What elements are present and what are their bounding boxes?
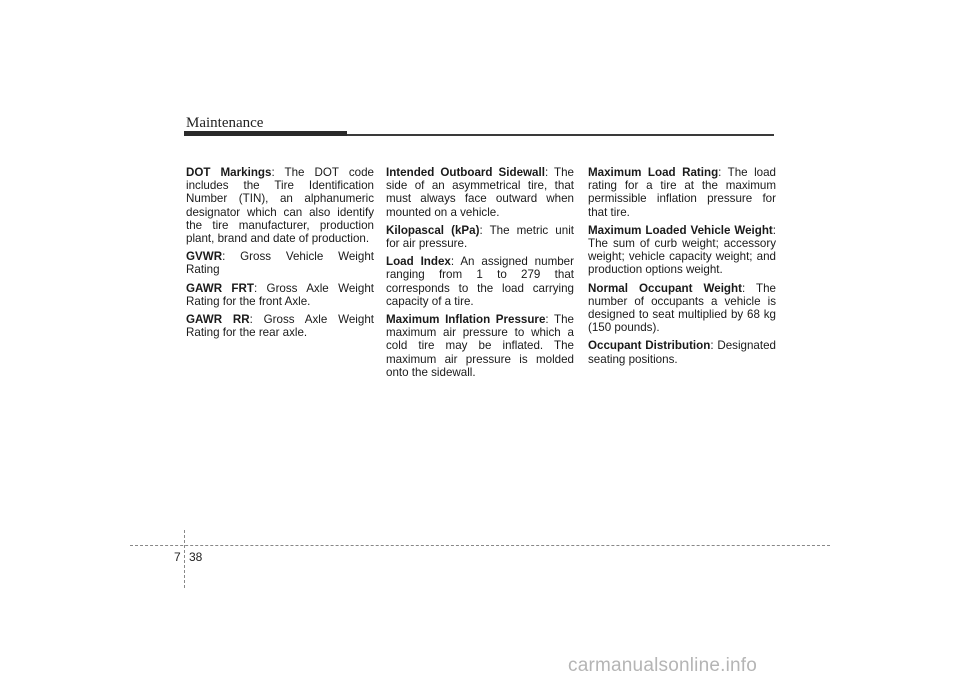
definition-text: : The load rating for a tire at the maximum permissible inflation pressure for that tire. bbox=[588, 166, 776, 219]
definition-kilopascal bbox=[386, 224, 574, 250]
term: Load Index bbox=[386, 255, 451, 269]
term: Kilopascal (kPa) bbox=[386, 223, 480, 237]
term: GAWR RR bbox=[186, 313, 250, 327]
column-2 bbox=[386, 166, 574, 384]
definition-text: : The metric unit for air pressure. bbox=[386, 223, 574, 251]
definition-gvwr bbox=[186, 250, 374, 276]
definition-text: : Gross Vehicle Weight Rating bbox=[186, 250, 374, 277]
column-1 bbox=[186, 166, 374, 344]
term: Maximum Inflation Pressure bbox=[386, 313, 546, 327]
term: GAWR FRT bbox=[186, 281, 254, 295]
definition-text: : The sum of curb weight; accessory weight; vehicle capacity weight; and production options weight. bbox=[588, 223, 776, 277]
definition-gawr-rr bbox=[186, 313, 374, 339]
definition-text: : Gross Axle Weight Rating for the rear axle. bbox=[186, 313, 374, 340]
definition-text: : Gross Axle Weight Rating for the front Axle. bbox=[186, 281, 374, 308]
definition-dot-markings bbox=[186, 166, 374, 245]
definition-occupant-distribution bbox=[588, 339, 776, 365]
header-rule-thick bbox=[184, 131, 347, 136]
definition-text: : The maximum air pressure to which a cold tire may be inflated. The maximum air pressure is molded onto the sidewall. bbox=[386, 313, 575, 379]
definition-maximum-loaded-vehicle-weight bbox=[588, 224, 776, 277]
definition-text: : The DOT code includes the Tire Identification Number (TIN), an alphanumeric designator which can also identify the tire manufacturer, production plant, brand and date of production. bbox=[186, 166, 375, 246]
definition-gawr-frt bbox=[186, 282, 374, 308]
footer-vertical-divider bbox=[184, 530, 185, 588]
definition-maximum-load-rating bbox=[588, 166, 776, 219]
column-3 bbox=[588, 166, 776, 371]
page-number: 38 bbox=[189, 550, 203, 564]
definition-text: : Designated seating positions. bbox=[588, 339, 776, 366]
definition-text: : An assigned number ranging from 1 to 279 that corresponds to the load carrying capacity of a tire. bbox=[386, 255, 574, 308]
term: Maximum Load Rating bbox=[588, 166, 719, 179]
definition-text: : The number of occupants a vehicle is designed to seat multiplied by 68 kg (150 pounds). bbox=[588, 281, 776, 335]
definition-intended-outboard-sidewall bbox=[386, 166, 574, 219]
term: DOT Markings bbox=[186, 166, 272, 179]
header-rule-thin bbox=[347, 134, 774, 136]
definition-normal-occupant-weight bbox=[588, 282, 776, 335]
watermark: carmanualsonline.info bbox=[568, 655, 758, 676]
definition-load-index bbox=[386, 255, 574, 308]
term: Maximum Loaded Vehicle Weight bbox=[588, 223, 773, 237]
term: GVWR bbox=[186, 250, 223, 264]
section-title: Maintenance bbox=[186, 115, 264, 131]
term: Occupant Distribution bbox=[588, 339, 711, 353]
term: Normal Occupant Weight bbox=[588, 281, 742, 295]
footer-divider bbox=[130, 545, 830, 546]
definition-text: : The side of an asymmetrical tire, that must always face outward when mounted on a vehicle. bbox=[386, 166, 574, 219]
chapter-number: 7 bbox=[174, 550, 181, 564]
definition-maximum-inflation-pressure bbox=[386, 313, 574, 379]
term: Intended Outboard Sidewall bbox=[386, 166, 545, 179]
